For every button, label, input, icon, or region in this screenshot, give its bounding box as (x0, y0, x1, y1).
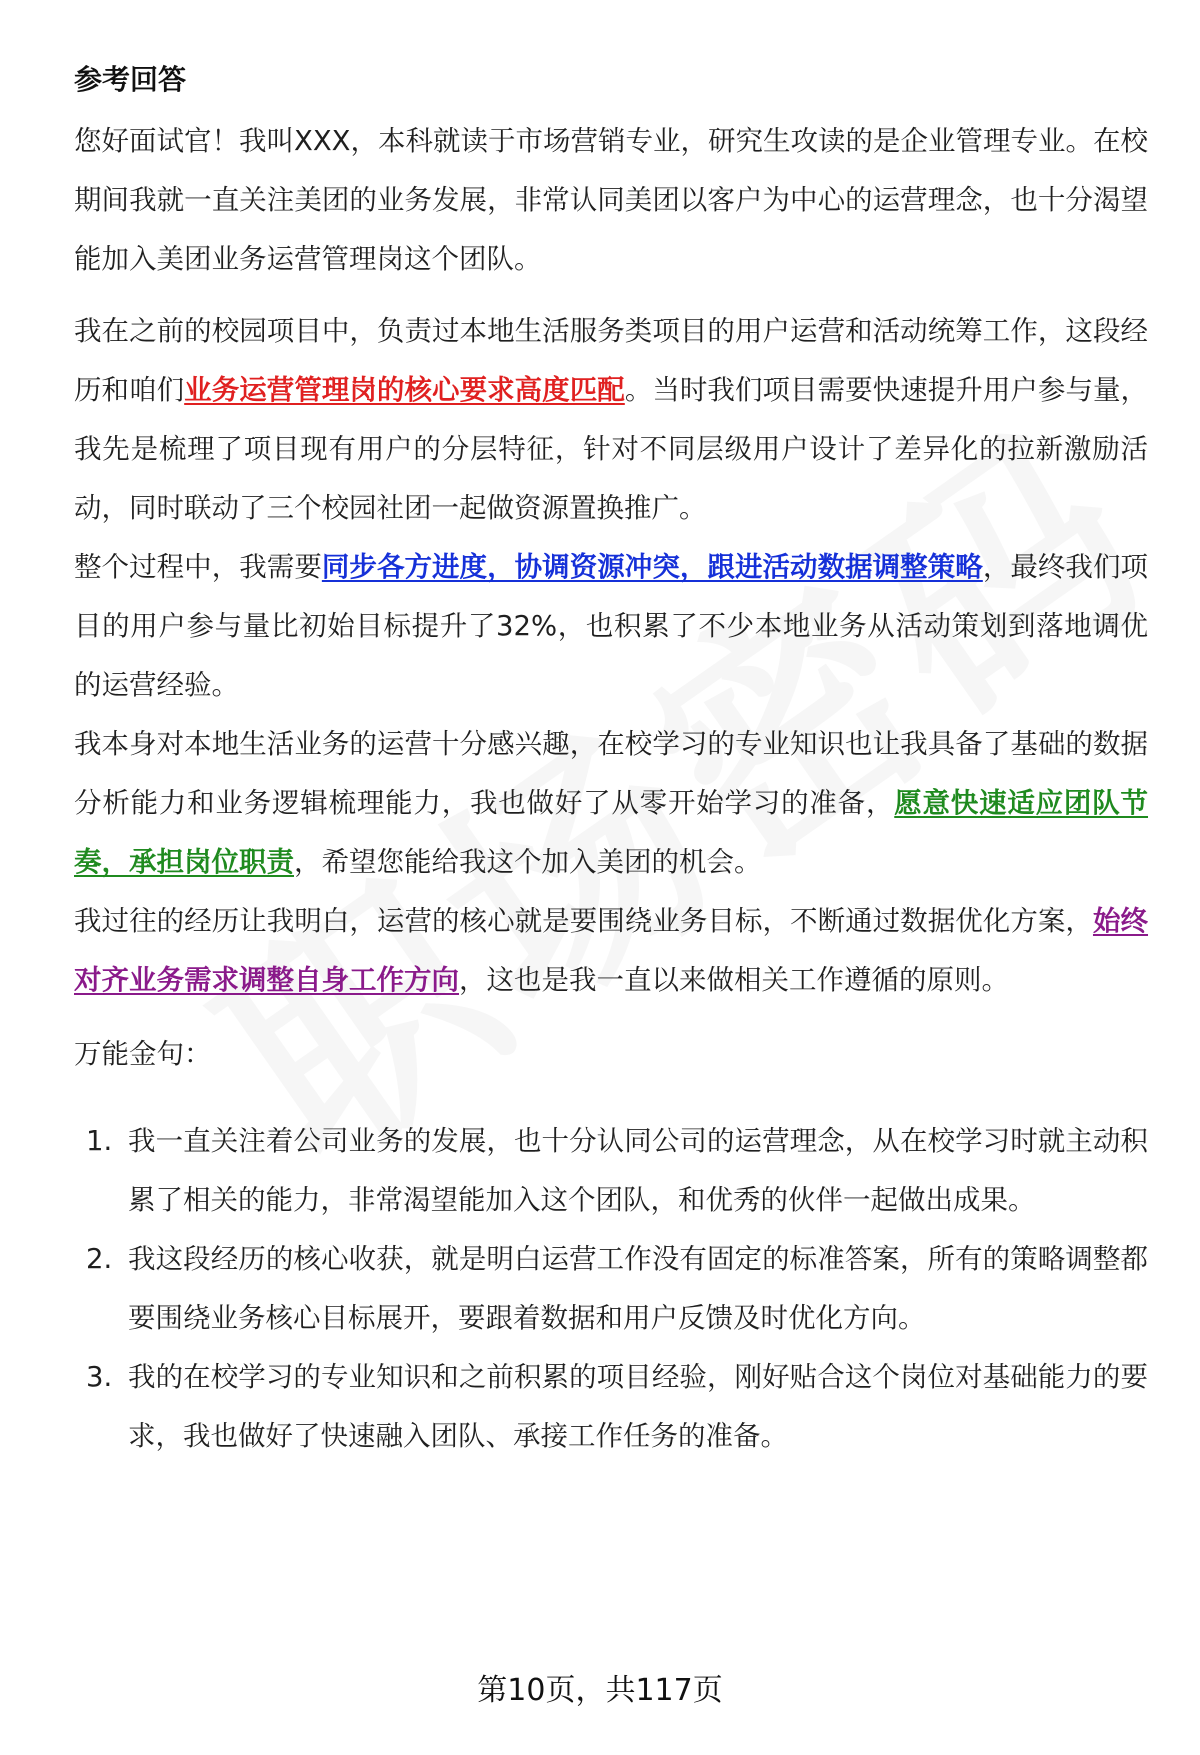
golden-sentences-list-block (74, 1112, 1148, 1466)
paragraph-interest-text-1: 我本身对本地生活业务的运营十分感兴趣，在校学习的专业知识也让我具备了基础的数据分析能力和业务逻辑梳理能力，我也做好了从零开始学习的准备， (74, 728, 1148, 819)
list-item-text: 我的在校学习的专业知识和之前积累的项目经验，刚好贴合这个岗位对基础能力的要求，我也做好了快速融入团队、承接工作任务的准备。 (128, 1361, 1148, 1452)
golden-sentences-title: 万能金句： (74, 1038, 212, 1070)
list-item-number: 1. (86, 1125, 113, 1157)
intro-paragraph-block (74, 112, 1148, 289)
paragraph-experience (74, 302, 1148, 538)
list-item-number: 3. (86, 1361, 113, 1393)
paragraph-experience-text-2: 。当时我们项目需要快速提升用户参与量，我先是梳理了项目现有用户的分层特征，针对不同层级用户设计了差异化的拉新激励活动，同时联动了三个校园社团一起做资源置换推广。 (74, 374, 1149, 524)
paragraph-principle-text-1: 我过往的经历让我明白，运营的核心就是要围绕业务目标，不断通过数据优化方案， (74, 905, 1093, 937)
paragraph-principle-text-2: ，这也是我一直以来做相关工作遵循的原则。 (459, 964, 1009, 996)
golden-title-block (74, 1025, 1148, 1084)
paragraph-process (74, 538, 1148, 715)
highlight-purple: 始终对齐业务需求调整自身工作方向 (74, 905, 1149, 996)
paragraph-interest (74, 715, 1148, 892)
list-item (74, 1348, 1148, 1466)
paragraph-principle (74, 892, 1148, 1010)
highlight-red: 业务运营管理岗的核心要求高度匹配 (184, 374, 625, 406)
experience-paragraph-block (74, 302, 1148, 1010)
paragraph-process-text-2: ，最终我们项目的用户参与量比初始目标提升了32%，也积累了不少本地业务从活动策划到落地调优的运营经验。 (74, 551, 1149, 701)
list-item-text: 我一直关注着公司业务的发展，也十分认同公司的运营理念，从在校学习时就主动积累了相关的能力，非常渴望能加入这个团队，和优秀的伙伴一起做出成果。 (128, 1125, 1148, 1216)
highlight-green: 愿意快速适应团队节奏，承担岗位职责 (74, 787, 1149, 878)
highlight-blue: 同步各方进度，协调资源冲突，跟进活动数据调整策略 (321, 551, 983, 583)
paragraph-experience-text-1: 我在之前的校园项目中，负责过本地生活服务类项目的用户运营和活动统筹工作，这段经历和咱们 (74, 315, 1148, 406)
list-item (74, 1230, 1148, 1348)
list-item-text: 我这段经历的核心收获，就是明白运营工作没有固定的标准答案，所有的策略调整都要围绕业务核心目标展开，要跟着数据和用户反馈及时优化方向。 (128, 1243, 1148, 1334)
list-item-number: 2. (86, 1243, 113, 1275)
paragraph-intro: 您好面试官！我叫XXX，本科就读于市场营销专业，研究生攻读的是企业管理专业。在校期间我就一直关注美团的业务发展，非常认同美团以客户为中心的运营理念，也十分渴望能加入美团业务运营管理岗这个团队。 (74, 125, 1149, 275)
section-heading: 参考回答 (74, 63, 187, 96)
paragraph-interest-text-2: ，希望您能给我这个加入美团的机会。 (294, 846, 762, 878)
paragraph-process-text-1: 整个过程中，我需要 (74, 551, 322, 583)
golden-sentences-list (74, 1112, 1148, 1466)
list-item (74, 1112, 1148, 1230)
page-number-footer: 第10页，共117页 (477, 1673, 723, 1708)
